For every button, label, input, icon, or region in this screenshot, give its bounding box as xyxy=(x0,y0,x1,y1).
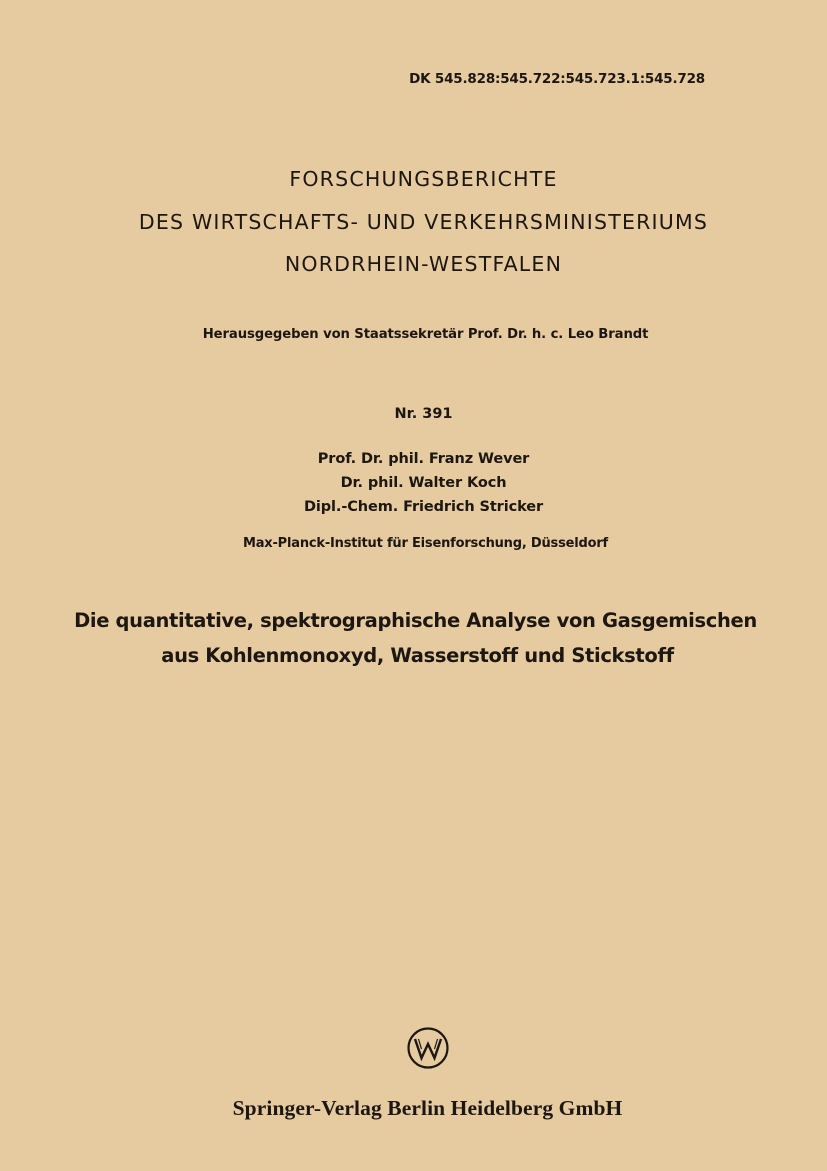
institute: Max-Planck-Institut für Eisenforschung, Düsseldorf xyxy=(242,536,609,551)
series-title-line-1: FORSCHUNGSBERICHTE xyxy=(289,167,558,191)
author-3: Dipl.-Chem. Friedrich Stricker xyxy=(303,499,544,515)
series-title-line-2: DES WIRTSCHAFTS- UND VERKEHRSMINISTERIUMS xyxy=(138,210,709,234)
publisher-name: Springer-Verlag Berlin Heidelberg GmbH xyxy=(232,1096,623,1120)
classification-code: DK 545.828:545.722:545.723.1:545.728 xyxy=(409,71,705,87)
author-2: Dr. phil. Walter Koch xyxy=(340,475,507,491)
springer-horse-logo-icon xyxy=(407,1027,449,1069)
report-title-line-2: aus Kohlenmonoxyd, Wasserstoff und Stickstoff xyxy=(161,644,674,667)
author-1: Prof. Dr. phil. Franz Wever xyxy=(317,451,530,467)
report-number: Nr. 391 xyxy=(394,406,453,422)
editor-line: Herausgegeben von Staatssekretär Prof. Dr. h. c. Leo Brandt xyxy=(202,327,649,342)
series-title-line-3: NORDRHEIN-WESTFALEN xyxy=(284,252,563,276)
report-title-line-1: Die quantitative, spektrographische Analyse von Gasgemischen xyxy=(74,609,757,632)
